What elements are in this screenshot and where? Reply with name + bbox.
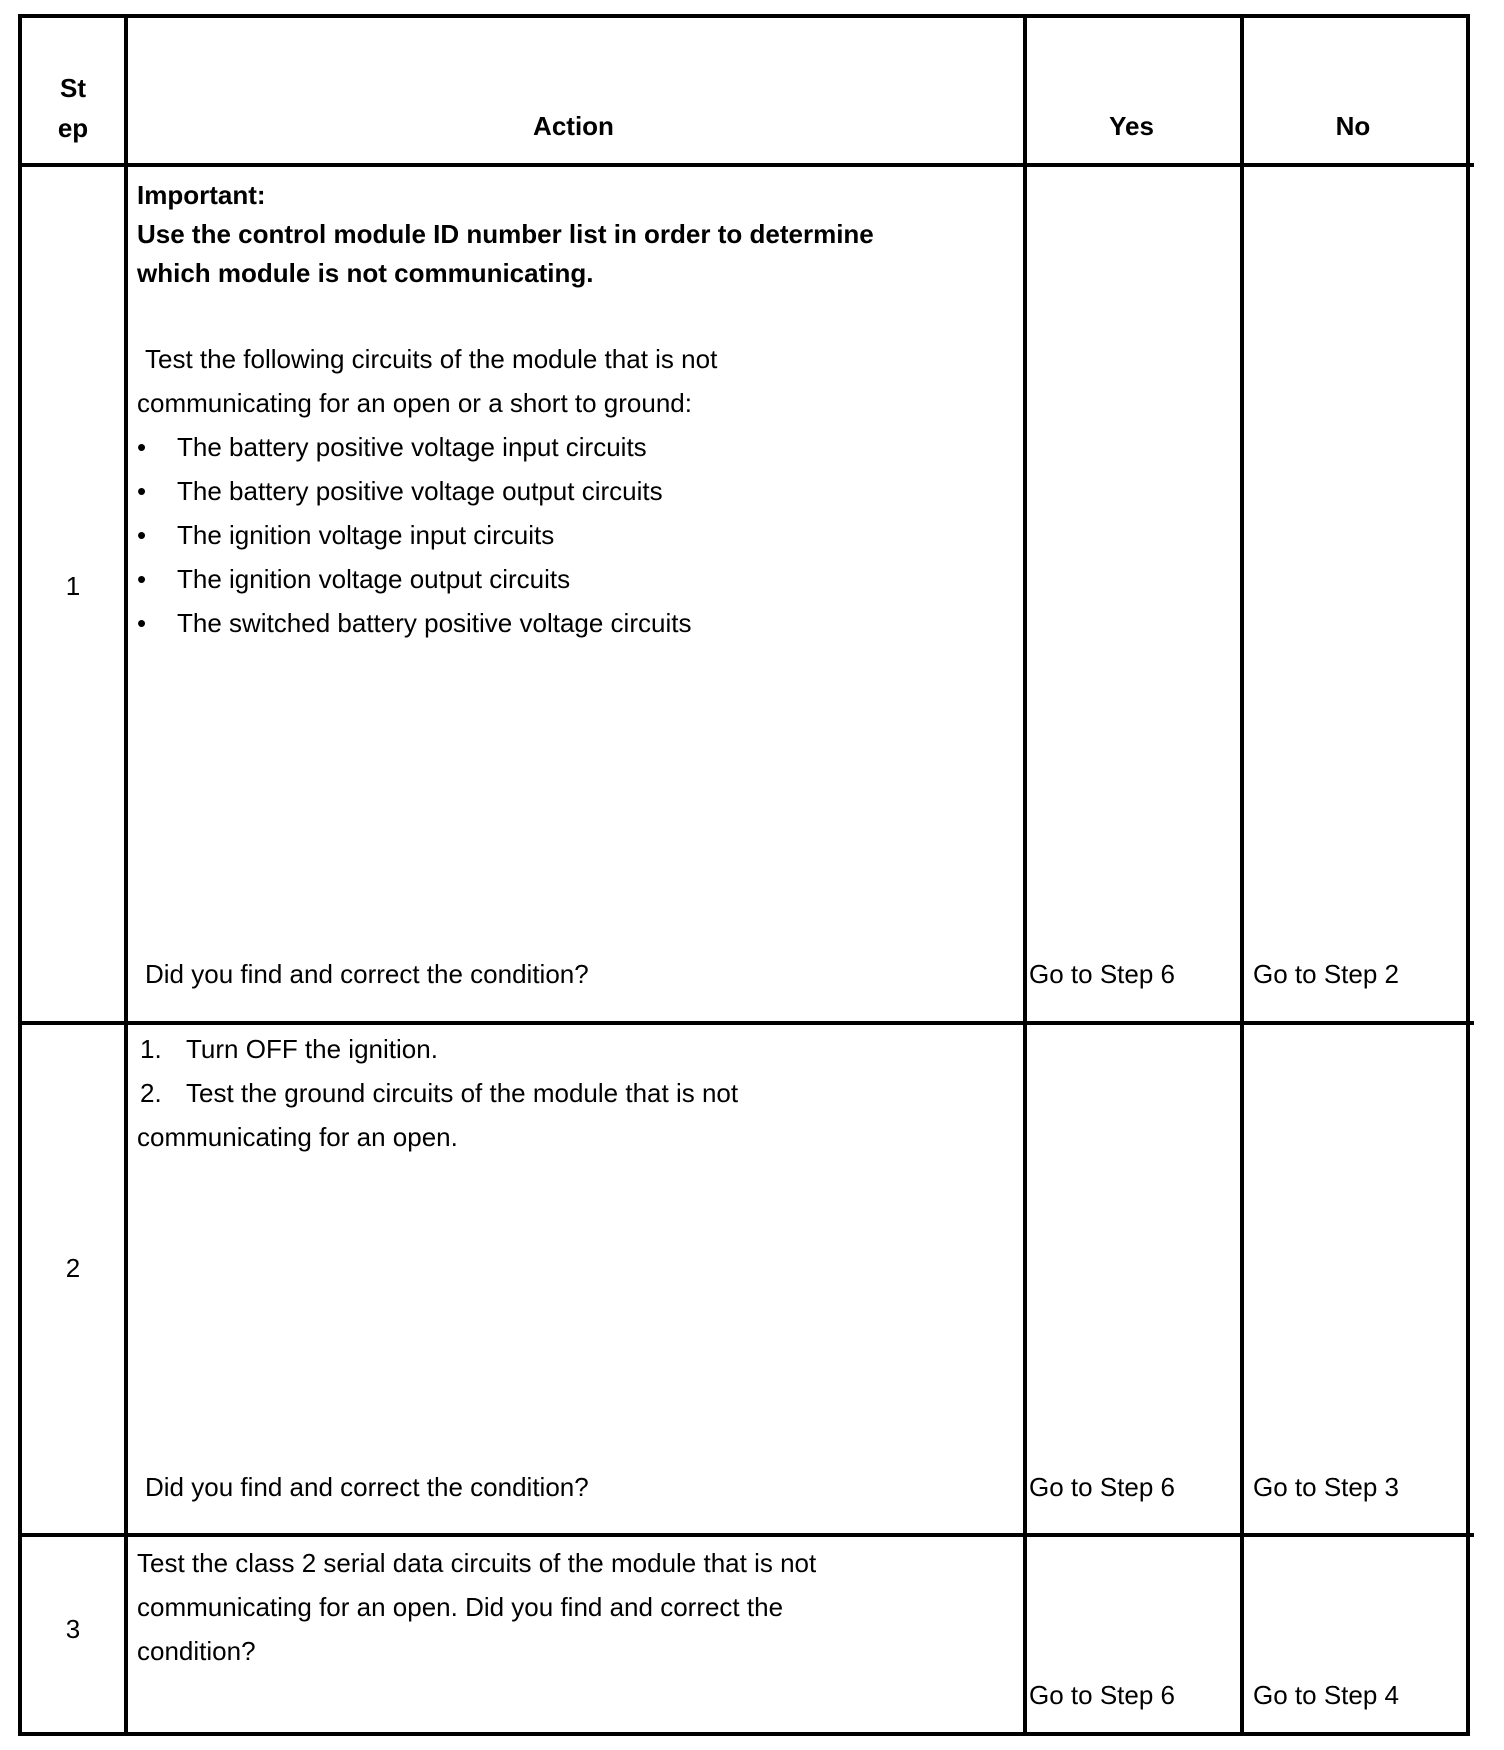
list-item-text: The ignition voltage input circuits [177, 520, 555, 550]
list-item-text: The battery positive voltage output circuits [177, 476, 663, 506]
action-text-line: communicating for an open. Did you find and correct the [137, 1592, 784, 1622]
no-outcome: Go to Step 2 [1253, 959, 1399, 989]
row-rule [22, 163, 1474, 167]
list-item [137, 513, 717, 557]
action-text-line: Test the class 2 serial data circuits of the module that is not [137, 1548, 817, 1578]
action-text-line: condition? [137, 1636, 256, 1666]
item-text: Turn OFF the ignition. [186, 1034, 438, 1064]
numbered-item [137, 1071, 738, 1115]
item-text: Test the ground circuits of the module that is not [186, 1078, 739, 1108]
no-outcome: Go to Step 4 [1253, 1680, 1399, 1710]
list-item [137, 425, 717, 469]
step-number: 3 [65, 1614, 81, 1644]
bullet-glyph: • [137, 432, 147, 462]
list-item-text: The battery positive voltage input circuits [177, 432, 647, 462]
column-rule [1023, 18, 1027, 1732]
question-text: Did you find and correct the condition? [145, 959, 589, 989]
step-number: 2 [65, 1253, 81, 1283]
no-outcome: Go to Step 3 [1253, 1472, 1399, 1502]
list-item [137, 601, 717, 645]
item-number: 1. [140, 1034, 162, 1064]
action-steps [137, 1027, 738, 1159]
column-rule [1240, 18, 1244, 1732]
list-item [137, 469, 717, 513]
item-number: 2. [140, 1078, 162, 1108]
header-no: No [1335, 111, 1371, 141]
important-text-line: which module is not communicating. [137, 258, 594, 288]
list-item-text: The ignition voltage output circuits [177, 564, 571, 594]
header-step-line1: St [60, 73, 86, 103]
bullet-glyph: • [137, 564, 147, 594]
row-rule [22, 1533, 1474, 1537]
header-yes: Yes [1109, 111, 1154, 141]
question-text: Did you find and correct the condition? [145, 1472, 589, 1502]
instruction-line: communicating for an open or a short to ground: [137, 388, 692, 418]
numbered-item [137, 1027, 738, 1071]
row-rule [22, 1021, 1474, 1025]
header-action: Action [533, 111, 614, 141]
list-item [137, 557, 717, 601]
header-step [22, 68, 124, 148]
important-label: Important: [137, 180, 266, 210]
yes-outcome: Go to Step 6 [1029, 959, 1175, 989]
bullet-glyph: • [137, 520, 147, 550]
action-text [137, 1541, 816, 1673]
step-number: 1 [65, 571, 81, 601]
list-item-text: The switched battery positive voltage circuits [177, 608, 692, 638]
important-block [137, 176, 874, 293]
instruction-line: Test the following circuits of the module that is not [145, 344, 718, 374]
item-continuation: communicating for an open. [137, 1122, 458, 1152]
column-rule [124, 18, 128, 1732]
yes-outcome: Go to Step 6 [1029, 1472, 1175, 1502]
bullet-glyph: • [137, 476, 147, 506]
important-text-line: Use the control module ID number list in order to determine [137, 219, 874, 249]
yes-outcome: Go to Step 6 [1029, 1680, 1175, 1710]
action-instructions [137, 337, 717, 645]
bullet-glyph: • [137, 608, 147, 638]
header-step-line2: ep [57, 113, 89, 143]
